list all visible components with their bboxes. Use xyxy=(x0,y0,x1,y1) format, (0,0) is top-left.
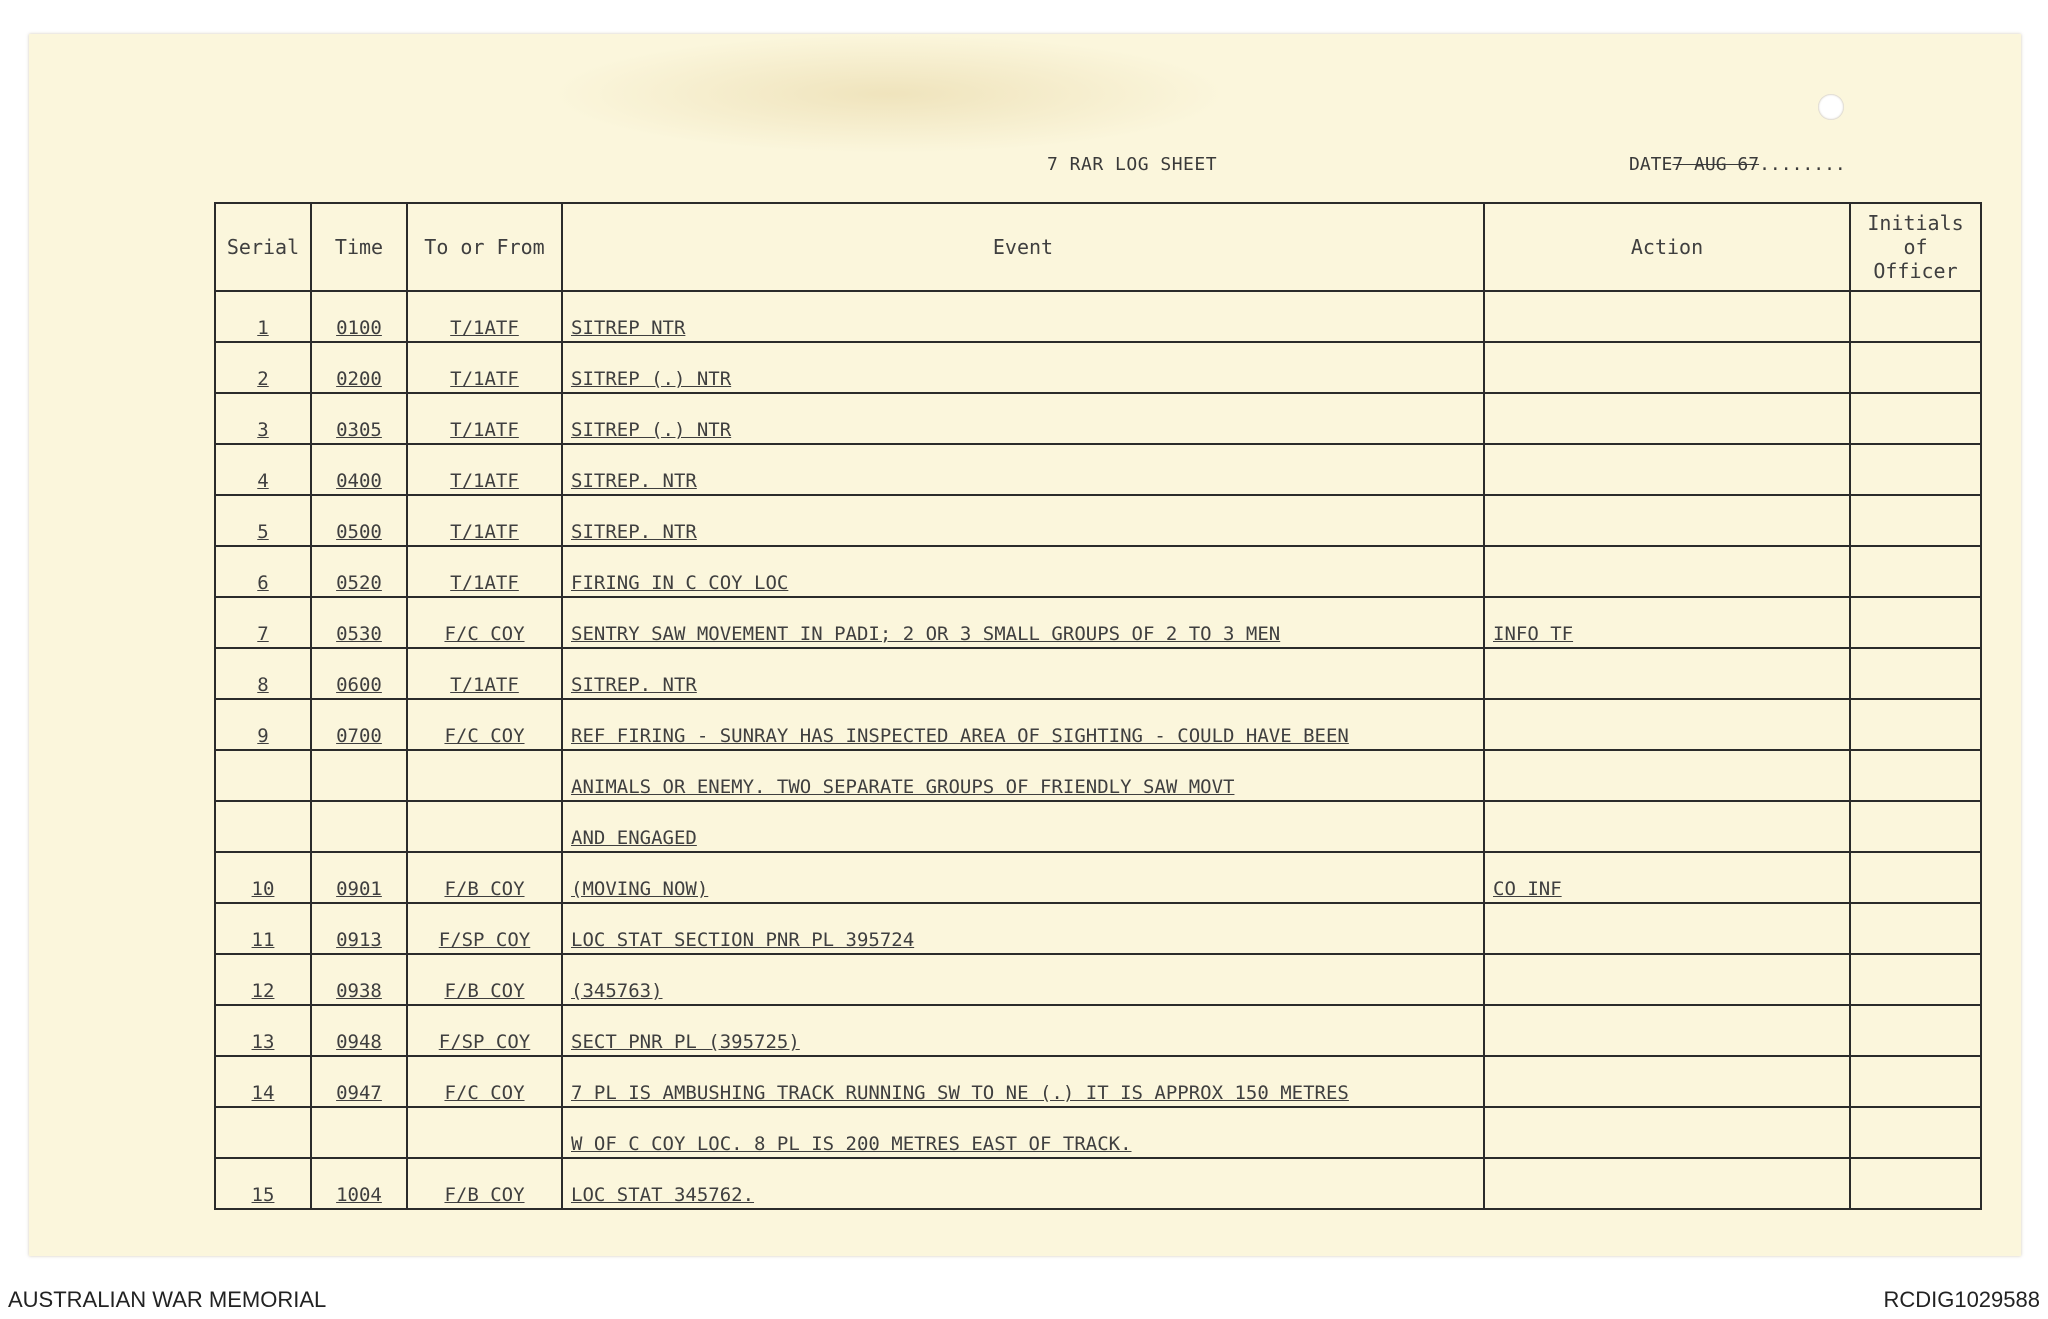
cell-initials xyxy=(1850,954,1981,1005)
cell-time-text: 0938 xyxy=(336,980,382,1002)
table-row xyxy=(215,801,1981,852)
cell-event-text: 7 PL IS AMBUSHING TRACK RUNNING SW TO NE (.) IT IS APPROX 150 METRES xyxy=(571,1082,1349,1104)
cell-event-text: (345763) xyxy=(571,980,663,1002)
cell-action xyxy=(1484,954,1850,1005)
cell-time-text: 0600 xyxy=(336,674,382,696)
cell-time xyxy=(311,291,407,342)
cell-event xyxy=(562,852,1484,903)
cell-action xyxy=(1484,1107,1850,1158)
table-row xyxy=(215,597,1981,648)
header-action: Action xyxy=(1484,203,1850,291)
cell-to-or-from xyxy=(407,954,562,1005)
cell-event-text: SITREP (.) NTR xyxy=(571,419,732,441)
cell-action xyxy=(1484,1158,1850,1209)
cell-serial xyxy=(215,495,311,546)
cell-initials xyxy=(1850,444,1981,495)
cell-to-or-from xyxy=(407,342,562,393)
cell-event-text: (MOVING NOW) xyxy=(571,878,709,900)
header-row xyxy=(215,203,1981,291)
cell-serial xyxy=(215,1056,311,1107)
cell-time-text: 0400 xyxy=(336,470,382,492)
cell-action xyxy=(1484,699,1850,750)
date-line xyxy=(1629,154,1846,175)
cell-action xyxy=(1484,393,1850,444)
cell-serial-text: 3 xyxy=(257,419,269,441)
cell-serial-text: 6 xyxy=(257,572,269,594)
cell-event-text: SITREP. NTR xyxy=(571,521,697,543)
footer-source: AUSTRALIAN WAR MEMORIAL xyxy=(8,1287,327,1312)
table-row xyxy=(215,495,1981,546)
cell-to-or-from xyxy=(407,597,562,648)
cell-event xyxy=(562,291,1484,342)
table-row xyxy=(215,342,1981,393)
cell-to-or-from-text: F/B COY xyxy=(444,1184,525,1206)
cell-serial-text: 10 xyxy=(251,878,275,900)
cell-time xyxy=(311,1107,407,1158)
cell-serial xyxy=(215,903,311,954)
cell-time-text: 0901 xyxy=(336,878,382,900)
cell-to-or-from xyxy=(407,648,562,699)
cell-initials xyxy=(1850,597,1981,648)
cell-event-text: LOC STAT SECTION PNR PL 395724 xyxy=(571,929,915,951)
date-value: 7 AUG 67 xyxy=(1672,154,1760,175)
cell-serial-text: 14 xyxy=(251,1082,275,1104)
cell-action xyxy=(1484,495,1850,546)
cell-action-text: INFO TF xyxy=(1493,623,1574,645)
cell-serial-text: 4 xyxy=(257,470,269,492)
cell-time-text: 0100 xyxy=(336,317,382,339)
cell-event xyxy=(562,648,1484,699)
header-event: Event xyxy=(562,203,1484,291)
cell-initials xyxy=(1850,903,1981,954)
cell-initials xyxy=(1850,546,1981,597)
cell-event-text: LOC STAT 345762. xyxy=(571,1184,755,1206)
cell-to-or-from-text: F/B COY xyxy=(444,878,525,900)
cell-time xyxy=(311,393,407,444)
table-row xyxy=(215,291,1981,342)
cell-initials xyxy=(1850,1107,1981,1158)
cell-time xyxy=(311,546,407,597)
cell-to-or-from-text: T/1ATF xyxy=(450,521,519,543)
cell-time-text: 0913 xyxy=(336,929,382,951)
cell-to-or-from-text: T/1ATF xyxy=(450,419,519,441)
table-row xyxy=(215,1107,1981,1158)
cell-serial xyxy=(215,648,311,699)
cell-serial xyxy=(215,1107,311,1158)
cell-event xyxy=(562,342,1484,393)
cell-action xyxy=(1484,1005,1850,1056)
cell-serial-text: 5 xyxy=(257,521,269,543)
cell-event xyxy=(562,699,1484,750)
cell-to-or-from xyxy=(407,291,562,342)
cell-event xyxy=(562,393,1484,444)
cell-to-or-from-text: T/1ATF xyxy=(450,674,519,696)
cell-event-text: REF FIRING - SUNRAY HAS INSPECTED AREA OF SIGHTING - COULD HAVE BEEN xyxy=(571,725,1349,747)
cell-to-or-from-text: F/C COY xyxy=(444,725,525,747)
cell-serial xyxy=(215,444,311,495)
cell-to-or-from-text: T/1ATF xyxy=(450,368,519,390)
cell-to-or-from xyxy=(407,1056,562,1107)
cell-event xyxy=(562,801,1484,852)
cell-serial-text: 8 xyxy=(257,674,269,696)
cell-time-text: 1004 xyxy=(336,1184,382,1206)
cell-event xyxy=(562,954,1484,1005)
cell-action xyxy=(1484,750,1850,801)
cell-serial xyxy=(215,699,311,750)
cell-serial-text: 1 xyxy=(257,317,269,339)
cell-event xyxy=(562,750,1484,801)
cell-time-text: 0520 xyxy=(336,572,382,594)
cell-serial xyxy=(215,750,311,801)
cell-serial xyxy=(215,954,311,1005)
cell-serial xyxy=(215,546,311,597)
cell-to-or-from xyxy=(407,852,562,903)
cell-serial xyxy=(215,597,311,648)
cell-to-or-from-text: F/SP COY xyxy=(438,1031,531,1053)
cell-time-text: 0948 xyxy=(336,1031,382,1053)
cell-serial xyxy=(215,852,311,903)
cell-to-or-from-text: T/1ATF xyxy=(450,317,519,339)
table-row xyxy=(215,1158,1981,1209)
table-row xyxy=(215,444,1981,495)
cell-initials xyxy=(1850,852,1981,903)
cell-event xyxy=(562,1107,1484,1158)
cell-time xyxy=(311,801,407,852)
cell-to-or-from xyxy=(407,1158,562,1209)
cell-action xyxy=(1484,1056,1850,1107)
cell-time xyxy=(311,954,407,1005)
cell-time-text: 0500 xyxy=(336,521,382,543)
cell-event xyxy=(562,1158,1484,1209)
punch-hole xyxy=(1818,94,1844,120)
cell-action xyxy=(1484,291,1850,342)
cell-action xyxy=(1484,648,1850,699)
cell-time xyxy=(311,444,407,495)
cell-serial-text: 7 xyxy=(257,623,269,645)
cell-to-or-from-text: F/B COY xyxy=(444,980,525,1002)
table-row xyxy=(215,852,1981,903)
cell-to-or-from xyxy=(407,699,562,750)
cell-time-text: 0530 xyxy=(336,623,382,645)
cell-to-or-from xyxy=(407,393,562,444)
sheet-title: 7 RAR LOG SHEET xyxy=(1047,154,1218,175)
cell-action xyxy=(1484,597,1850,648)
cell-time-text: 0305 xyxy=(336,419,382,441)
cell-to-or-from xyxy=(407,801,562,852)
header-serial: Serial xyxy=(215,203,311,291)
cell-time xyxy=(311,699,407,750)
cell-to-or-from xyxy=(407,903,562,954)
cell-to-or-from xyxy=(407,495,562,546)
cell-event xyxy=(562,495,1484,546)
cell-initials xyxy=(1850,342,1981,393)
cell-serial-text: 13 xyxy=(251,1031,275,1053)
cell-serial xyxy=(215,342,311,393)
cell-event xyxy=(562,546,1484,597)
cell-initials xyxy=(1850,1005,1981,1056)
cell-time xyxy=(311,1056,407,1107)
cell-initials xyxy=(1850,495,1981,546)
cell-serial-text: 2 xyxy=(257,368,269,390)
cell-serial xyxy=(215,291,311,342)
date-label: DATE xyxy=(1629,154,1673,175)
cell-to-or-from xyxy=(407,1005,562,1056)
footer-id: RCDIG1029588 xyxy=(1883,1287,2040,1312)
cell-action xyxy=(1484,801,1850,852)
cell-time xyxy=(311,750,407,801)
table-row xyxy=(215,903,1981,954)
log-sheet-paper xyxy=(29,34,2021,1256)
cell-to-or-from-text: T/1ATF xyxy=(450,470,519,492)
table-row xyxy=(215,699,1981,750)
table-row xyxy=(215,546,1981,597)
cell-time xyxy=(311,1005,407,1056)
cell-action xyxy=(1484,342,1850,393)
cell-event-text: SITREP NTR xyxy=(571,317,686,339)
cell-action xyxy=(1484,444,1850,495)
cell-event-text: ANIMALS OR ENEMY. TWO SEPARATE GROUPS OF FRIENDLY SAW MOVT xyxy=(571,776,1235,798)
cell-time xyxy=(311,1158,407,1209)
table-row xyxy=(215,393,1981,444)
cell-action xyxy=(1484,852,1850,903)
cell-event-text: SECT PNR PL (395725) xyxy=(571,1031,800,1053)
log-table-body xyxy=(215,291,1981,1209)
cell-event xyxy=(562,1005,1484,1056)
header-time: Time xyxy=(311,203,407,291)
table-row xyxy=(215,954,1981,1005)
cell-to-or-from xyxy=(407,750,562,801)
cell-time-text: 0700 xyxy=(336,725,382,747)
cell-serial-text: 12 xyxy=(251,980,275,1002)
cell-serial xyxy=(215,801,311,852)
cell-serial xyxy=(215,393,311,444)
cell-time xyxy=(311,495,407,546)
cell-initials xyxy=(1850,750,1981,801)
cell-time xyxy=(311,903,407,954)
table-row xyxy=(215,1005,1981,1056)
header-initials: Initials of Officer xyxy=(1850,203,1981,291)
cell-initials xyxy=(1850,801,1981,852)
paper-stain xyxy=(549,34,1229,154)
cell-action xyxy=(1484,546,1850,597)
cell-event-text: FIRING IN C COY LOC xyxy=(571,572,789,594)
cell-event-text: SENTRY SAW MOVEMENT IN PADI; 2 OR 3 SMALL GROUPS OF 2 TO 3 MEN xyxy=(571,623,1281,645)
cell-to-or-from-text: T/1ATF xyxy=(450,572,519,594)
table-row xyxy=(215,750,1981,801)
cell-event-text: SITREP. NTR xyxy=(571,674,697,696)
cell-event-text: SITREP (.) NTR xyxy=(571,368,732,390)
cell-initials xyxy=(1850,648,1981,699)
cell-event-text: SITREP. NTR xyxy=(571,470,697,492)
cell-event xyxy=(562,903,1484,954)
cell-serial xyxy=(215,1158,311,1209)
cell-time xyxy=(311,852,407,903)
cell-action xyxy=(1484,903,1850,954)
cell-time-text: 0947 xyxy=(336,1082,382,1104)
cell-to-or-from xyxy=(407,444,562,495)
cell-to-or-from-text: F/C COY xyxy=(444,1082,525,1104)
cell-to-or-from-text: F/SP COY xyxy=(438,929,531,951)
cell-time-text: 0200 xyxy=(336,368,382,390)
cell-serial-text: 15 xyxy=(251,1184,275,1206)
date-dots: ........ xyxy=(1759,154,1846,175)
cell-time xyxy=(311,342,407,393)
cell-to-or-from xyxy=(407,546,562,597)
log-table xyxy=(214,202,1982,1210)
cell-to-or-from-text: F/C COY xyxy=(444,623,525,645)
cell-initials xyxy=(1850,393,1981,444)
cell-time xyxy=(311,597,407,648)
cell-action-text: CO INF xyxy=(1493,878,1562,900)
table-row xyxy=(215,648,1981,699)
cell-initials xyxy=(1850,699,1981,750)
cell-initials xyxy=(1850,1056,1981,1107)
cell-serial-text: 11 xyxy=(251,929,275,951)
cell-serial-text: 9 xyxy=(257,725,269,747)
header-to-or-from: To or From xyxy=(407,203,562,291)
cell-initials xyxy=(1850,291,1981,342)
cell-initials xyxy=(1850,1158,1981,1209)
cell-event-text: AND ENGAGED xyxy=(571,827,697,849)
cell-event xyxy=(562,1056,1484,1107)
cell-event xyxy=(562,444,1484,495)
cell-serial xyxy=(215,1005,311,1056)
table-row xyxy=(215,1056,1981,1107)
cell-event xyxy=(562,597,1484,648)
cell-time xyxy=(311,648,407,699)
cell-to-or-from xyxy=(407,1107,562,1158)
cell-event-text: W OF C COY LOC. 8 PL IS 200 METRES EAST OF TRACK. xyxy=(571,1133,1132,1155)
